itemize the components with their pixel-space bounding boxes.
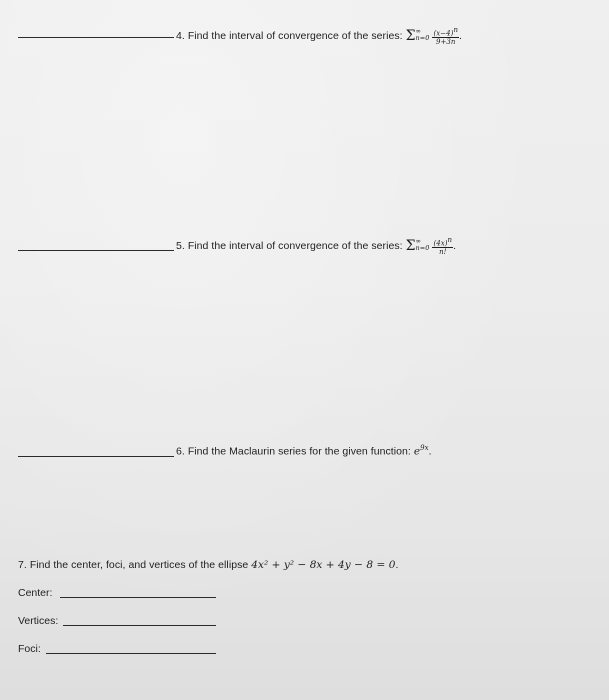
question-7-text: 7. Find the center, foci, and vertices of the ellipse bbox=[18, 559, 252, 571]
question-5: 5. Find the interval of convergence of the series: Σ ∞ n=0 $\frac{(4x)^n}{n!}$ . bbox=[176, 236, 457, 257]
center-answer-line[interactable] bbox=[60, 597, 216, 598]
summation-limits: ∞ n=0 bbox=[415, 237, 430, 253]
center-label: Center: bbox=[18, 587, 53, 599]
vertices-label: Vertices: bbox=[18, 615, 59, 627]
function-exponent: 9x bbox=[420, 444, 429, 452]
ellipse-equation: 4x² + y² − 8x + 4y − 8 = 0 bbox=[251, 559, 396, 571]
series-term-fraction: $\frac{(4x)^n}{n!}$ bbox=[433, 236, 453, 257]
answer-line-q5[interactable] bbox=[18, 250, 174, 251]
question-5-text: 5. Find the interval of convergence of the series: bbox=[176, 239, 406, 252]
answer-line-q6[interactable] bbox=[18, 456, 174, 457]
sigma-symbol: Σ bbox=[405, 237, 416, 254]
question-7: 7. Find the center, foci, and vertices of the ellipse 4x² + y² − 8x + 4y − 8 = 0. bbox=[18, 559, 399, 571]
question-6: 6. Find the Maclaurin series for the given function: $e^{9x}$. bbox=[176, 444, 432, 458]
question-4: 4. Find the interval of convergence of the series: Σ ∞ n=0 $\frac{(x-4)^n}{9+3n}$ . bbox=[176, 26, 462, 47]
foci-answer-line[interactable] bbox=[46, 653, 216, 654]
summation-limits: ∞ n=0 bbox=[415, 27, 430, 43]
function-base: e bbox=[413, 445, 421, 458]
vertices-answer-line[interactable] bbox=[63, 625, 216, 626]
answer-line-q4[interactable] bbox=[18, 37, 174, 38]
question-4-text: 4. Find the interval of convergence of the series: bbox=[176, 29, 406, 42]
foci-label: Foci: bbox=[18, 643, 41, 655]
question-6-text: 6. Find the Maclaurin series for the given function: bbox=[176, 445, 414, 458]
sigma-symbol: Σ bbox=[405, 27, 416, 44]
series-term-fraction: $\frac{(x-4)^n}{9+3n}$ bbox=[433, 26, 459, 47]
